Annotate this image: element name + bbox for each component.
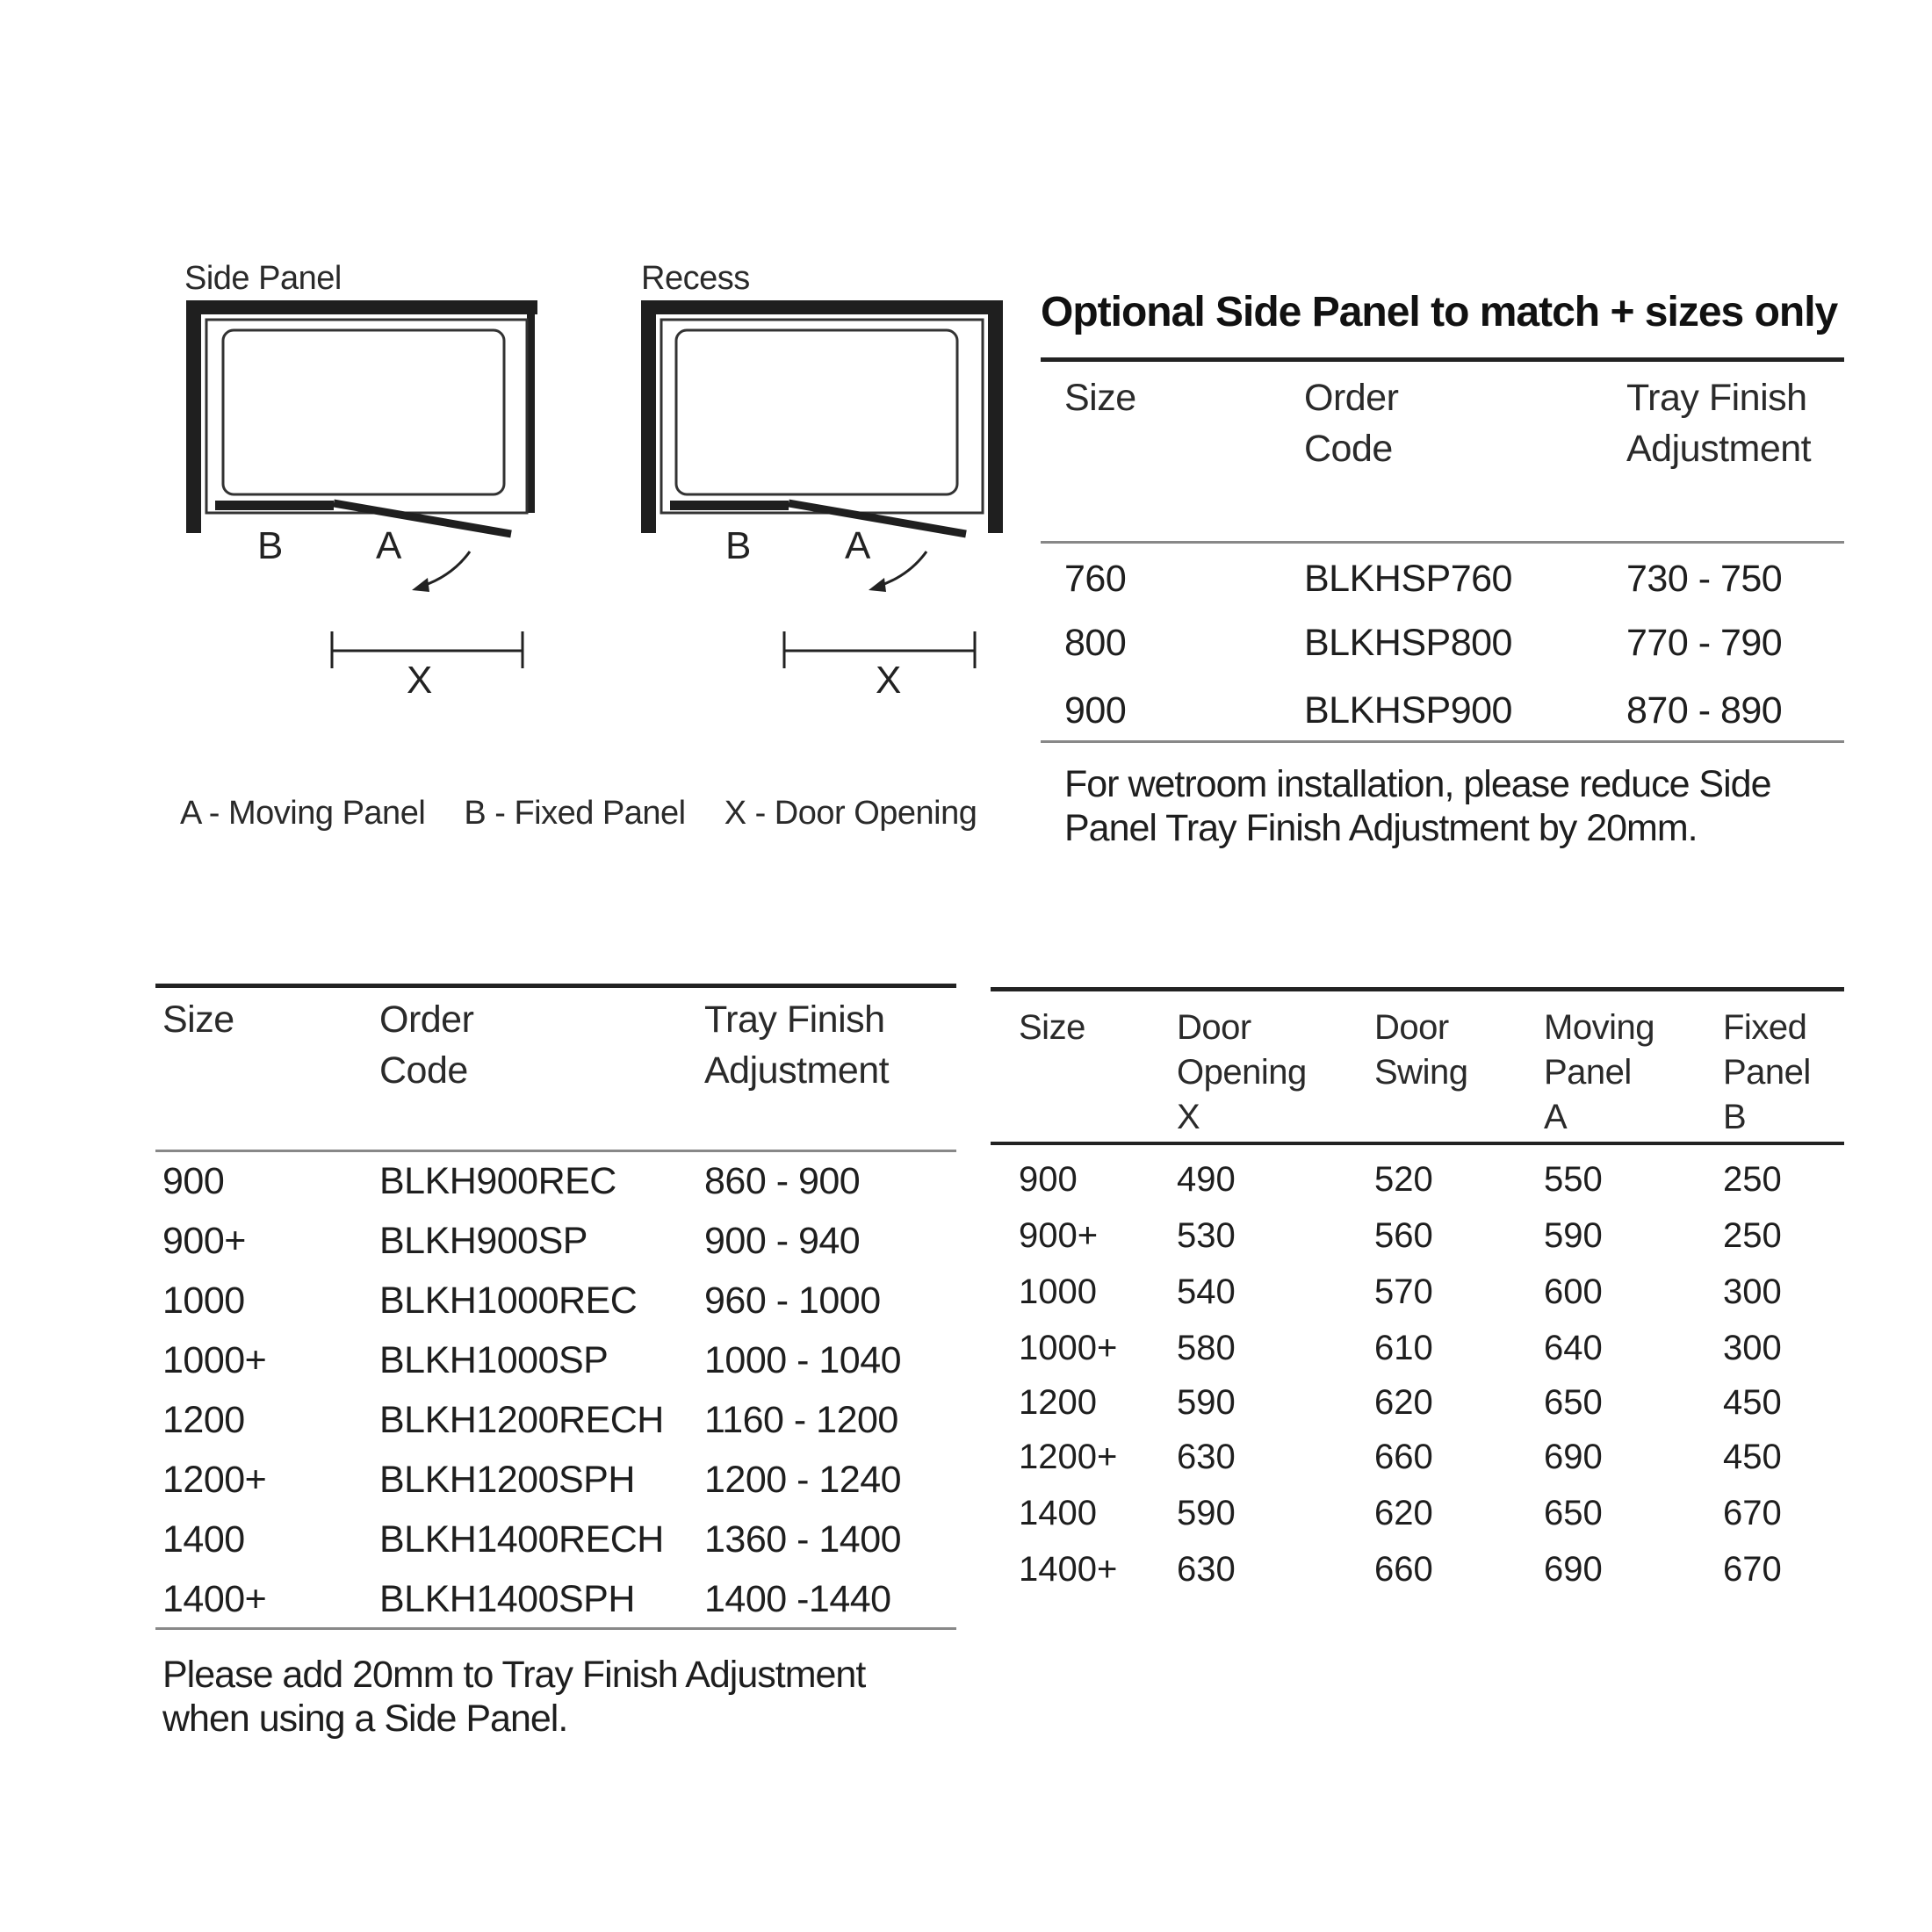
table-cell: 1160 - 1200 xyxy=(704,1399,898,1441)
table-cell: 730 - 750 xyxy=(1626,558,1783,600)
table-cell: 250 xyxy=(1723,1160,1782,1199)
side-panel-header-tray-finish: Tray Finish Adjustment xyxy=(1626,377,1812,470)
table-cell: 610 xyxy=(1374,1329,1433,1367)
table-cell: 960 - 1000 xyxy=(704,1280,881,1322)
recess-diagram-title: Recess xyxy=(641,260,750,297)
table-cell: 580 xyxy=(1177,1329,1236,1367)
side-panel-header-size: Size xyxy=(1064,377,1136,419)
table-cell: 1200+ xyxy=(162,1459,267,1501)
legend-fixed-panel: B - Fixed Panel xyxy=(464,795,686,832)
table-cell: 900 xyxy=(1019,1160,1078,1199)
table-cell: BLKH1200SPH xyxy=(379,1459,635,1501)
table-cell: 560 xyxy=(1374,1216,1433,1255)
dimension-table-header-rule xyxy=(991,1142,1844,1145)
table-cell: 490 xyxy=(1177,1160,1236,1199)
table-cell: 550 xyxy=(1544,1160,1603,1199)
order-table-top-rule xyxy=(155,984,956,988)
table-cell: 650 xyxy=(1544,1494,1603,1532)
table-cell: 690 xyxy=(1544,1550,1603,1589)
table-cell: BLKHSP900 xyxy=(1304,689,1512,732)
table-cell: 900 - 940 xyxy=(704,1220,861,1262)
table-cell: 670 xyxy=(1723,1494,1782,1532)
side-panel-swing-arrow-icon xyxy=(408,544,479,597)
table-cell: 660 xyxy=(1374,1550,1433,1589)
side-panel-table-header-rule xyxy=(1041,541,1844,544)
table-cell: BLKH1200RECH xyxy=(379,1399,664,1441)
table-cell: 1000+ xyxy=(1019,1329,1118,1367)
side-panel-diagram-title: Side Panel xyxy=(184,260,342,297)
legend-door-opening: X - Door Opening xyxy=(724,795,977,832)
table-cell: 760 xyxy=(1064,558,1127,600)
recess-label-b: B xyxy=(725,524,752,567)
table-cell: 1400 xyxy=(162,1518,245,1561)
dimension-header-size: Size xyxy=(1019,1008,1085,1047)
table-cell: 600 xyxy=(1544,1272,1603,1311)
table-cell: 1400+ xyxy=(1019,1550,1118,1589)
table-cell: 1000 - 1040 xyxy=(704,1339,902,1381)
table-cell: 540 xyxy=(1177,1272,1236,1311)
recess-label-a: A xyxy=(845,524,871,567)
table-cell: 660 xyxy=(1374,1438,1433,1476)
order-table-bottom-rule xyxy=(155,1627,956,1630)
table-cell: 590 xyxy=(1177,1383,1236,1422)
table-cell: 630 xyxy=(1177,1438,1236,1476)
side-panel-label-x: X xyxy=(407,659,433,702)
side-panel-header-order-code: Order Code xyxy=(1304,377,1399,470)
order-table-header-rule xyxy=(155,1150,956,1152)
diagram-legend xyxy=(180,795,977,833)
wetroom-note: For wetroom installation, please reduce Side Panel Tray Finish Adjustment by 20mm. xyxy=(1064,763,1771,849)
table-cell: 1200 xyxy=(1019,1383,1097,1422)
table-cell: 900+ xyxy=(162,1220,246,1262)
table-cell: 1000+ xyxy=(162,1339,267,1381)
table-cell: 770 - 790 xyxy=(1626,622,1783,664)
table-cell: 300 xyxy=(1723,1272,1782,1311)
table-cell: 450 xyxy=(1723,1438,1782,1476)
table-cell: 870 - 890 xyxy=(1626,689,1783,732)
side-panel-label-a: A xyxy=(376,524,402,567)
table-cell: 650 xyxy=(1544,1383,1603,1422)
table-cell: 630 xyxy=(1177,1550,1236,1589)
table-cell: 860 - 900 xyxy=(704,1160,861,1202)
table-cell: 620 xyxy=(1374,1494,1433,1532)
recess-swing-arrow-icon xyxy=(865,544,935,597)
table-cell: 900+ xyxy=(1019,1216,1099,1255)
recess-label-x: X xyxy=(876,659,902,702)
table-cell: BLKHSP800 xyxy=(1304,622,1512,664)
side-panel-table-heading: Optional Side Panel to match + sizes only xyxy=(1041,289,1838,335)
side-panel-table-bottom-rule xyxy=(1041,740,1844,743)
order-header-order-code: Order Code xyxy=(379,998,474,1092)
table-cell: 530 xyxy=(1177,1216,1236,1255)
table-cell: 1400 xyxy=(1019,1494,1097,1532)
side-panel-diagram xyxy=(176,290,562,536)
table-cell: BLKH1400RECH xyxy=(379,1518,664,1561)
dimension-header-moving-panel: Moving Panel A xyxy=(1544,1008,1654,1136)
table-cell: 590 xyxy=(1544,1216,1603,1255)
table-cell: 800 xyxy=(1064,622,1127,664)
table-cell: 570 xyxy=(1374,1272,1433,1311)
order-header-tray-finish: Tray Finish Adjustment xyxy=(704,998,890,1092)
table-cell: 620 xyxy=(1374,1383,1433,1422)
order-header-size: Size xyxy=(162,998,234,1041)
table-cell: 1360 - 1400 xyxy=(704,1518,902,1561)
table-cell: 640 xyxy=(1544,1329,1603,1367)
legend-moving-panel: A - Moving Panel xyxy=(180,795,426,832)
dimension-header-door-swing: Door Swing xyxy=(1374,1008,1468,1092)
table-cell: 250 xyxy=(1723,1216,1782,1255)
dimension-header-fixed-panel: Fixed Panel B xyxy=(1723,1008,1811,1136)
recess-diagram xyxy=(631,290,1017,536)
dimension-header-door-opening: Door Opening X xyxy=(1177,1008,1307,1136)
table-cell: BLKH1000SP xyxy=(379,1339,609,1381)
side-panel-label-b: B xyxy=(257,524,284,567)
table-cell: BLKH900SP xyxy=(379,1220,588,1262)
table-cell: BLKH900REC xyxy=(379,1160,616,1202)
table-cell: 690 xyxy=(1544,1438,1603,1476)
table-cell: 900 xyxy=(1064,689,1127,732)
table-cell: 590 xyxy=(1177,1494,1236,1532)
table-cell: 1200 xyxy=(162,1399,245,1441)
table-cell: BLKHSP760 xyxy=(1304,558,1512,600)
side-panel-add-note: Please add 20mm to Tray Finish Adjustment when using a Side Panel. xyxy=(162,1654,866,1740)
table-cell: 1000 xyxy=(1019,1272,1097,1311)
table-cell: BLKH1400SPH xyxy=(379,1578,635,1620)
table-cell: 670 xyxy=(1723,1550,1782,1589)
table-cell: 1200 - 1240 xyxy=(704,1459,902,1501)
table-cell: 450 xyxy=(1723,1383,1782,1422)
table-cell: 900 xyxy=(162,1160,225,1202)
table-cell: 300 xyxy=(1723,1329,1782,1367)
table-cell: BLKH1000REC xyxy=(379,1280,638,1322)
dimension-table-top-rule xyxy=(991,987,1844,991)
table-cell: 1000 xyxy=(162,1280,245,1322)
table-cell: 520 xyxy=(1374,1160,1433,1199)
side-panel-table-top-rule xyxy=(1041,357,1844,362)
table-cell: 1200+ xyxy=(1019,1438,1118,1476)
table-cell: 1400 -1440 xyxy=(704,1578,891,1620)
table-cell: 1400+ xyxy=(162,1578,267,1620)
